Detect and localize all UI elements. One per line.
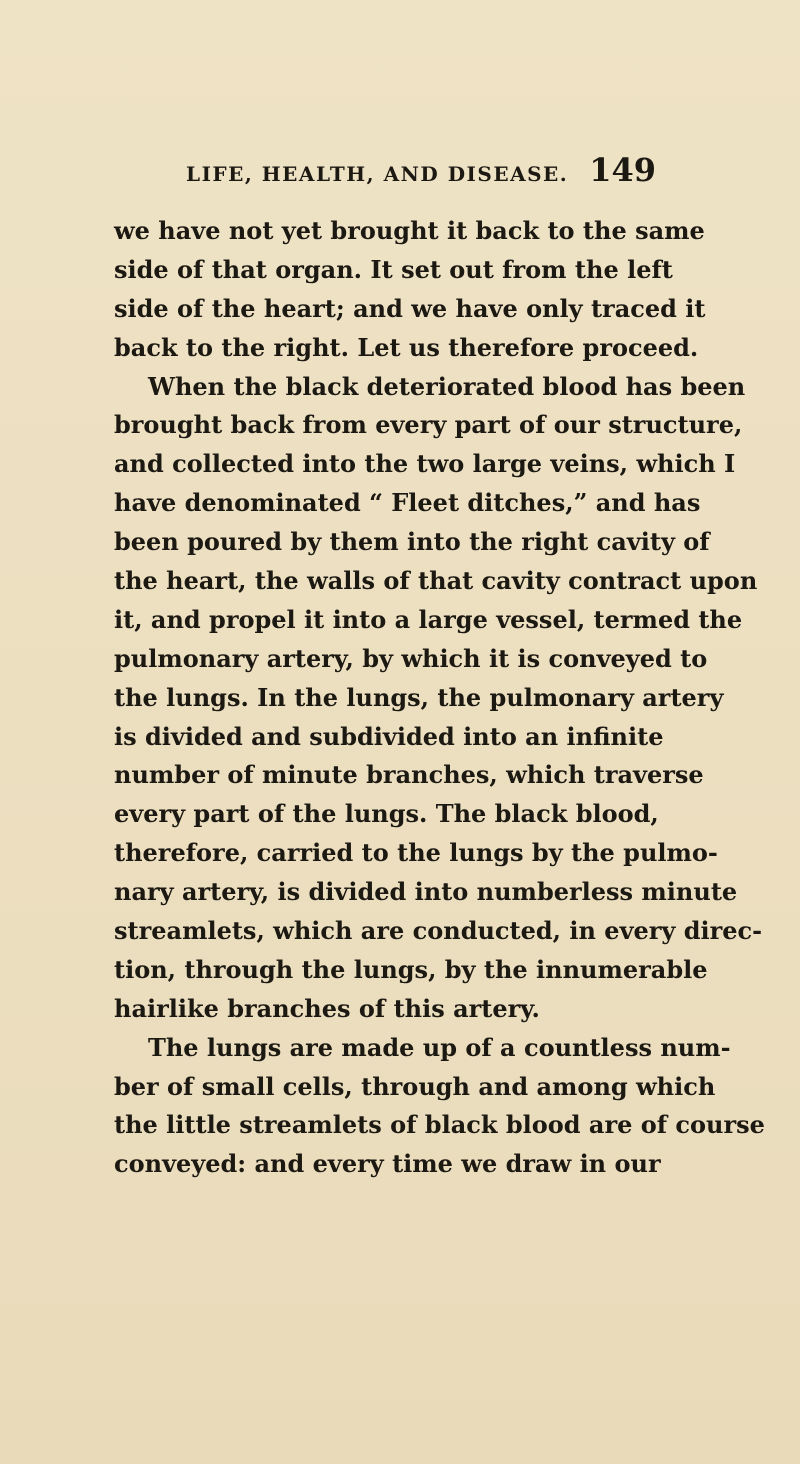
text-line: When the black deteriorated blood has been [148,371,746,401]
text-line: the little streamlets of black blood are of course [114,1110,765,1140]
text-line: pulmonary artery, by which it is conveyed to [114,643,708,673]
text-line: side of the heart; and we have only traced it [114,293,706,323]
body-text [114,212,765,1184]
text-line: therefore, carried to the lungs by the pulmo- [114,838,718,868]
text-line: is divided and subdivided into an infinite [114,721,664,751]
text-line: it, and propel it into a large vessel, termed the [114,604,743,634]
text-line: The lungs are made up of a countless num- [148,1032,731,1062]
text-line: back to the right. Let us therefore proceed. [114,332,699,362]
text-line: every part of the lungs. The black blood, [114,799,659,829]
text-line: number of minute branches, which traverse [114,760,704,790]
text-line: and collected into the two large veins, which I [114,449,736,479]
text-line: ber of small cells, through and among which [114,1071,716,1101]
text-line: the heart, the walls of that cavity contract upon [114,566,758,596]
text-line: brought back from every part of our structure, [114,410,743,440]
text-line: hairlike branches of this artery. [114,993,540,1023]
text-line: tion, through the lungs, by the innumerable [114,954,708,984]
running-head: LIFE, HEALTH, AND DISEASE. [186,162,569,186]
text-line: conveyed: and every time we draw in our [114,1149,661,1179]
text-line: nary artery, is divided into numberless minute [114,877,738,907]
page-header [186,144,656,194]
text-line: streamlets, which are conducted, in every direc- [114,916,763,946]
text-line: been poured by them into the right cavity of [114,527,710,557]
text-line: we have not yet brought it back to the same [114,216,705,245]
text-line: side of that organ. It set out from the left [114,254,673,284]
text-line: the lungs. In the lungs, the pulmonary artery [114,682,724,712]
text-line: have denominated “ Fleet ditches,” and has [114,488,701,518]
page-number: 149 [589,151,656,189]
